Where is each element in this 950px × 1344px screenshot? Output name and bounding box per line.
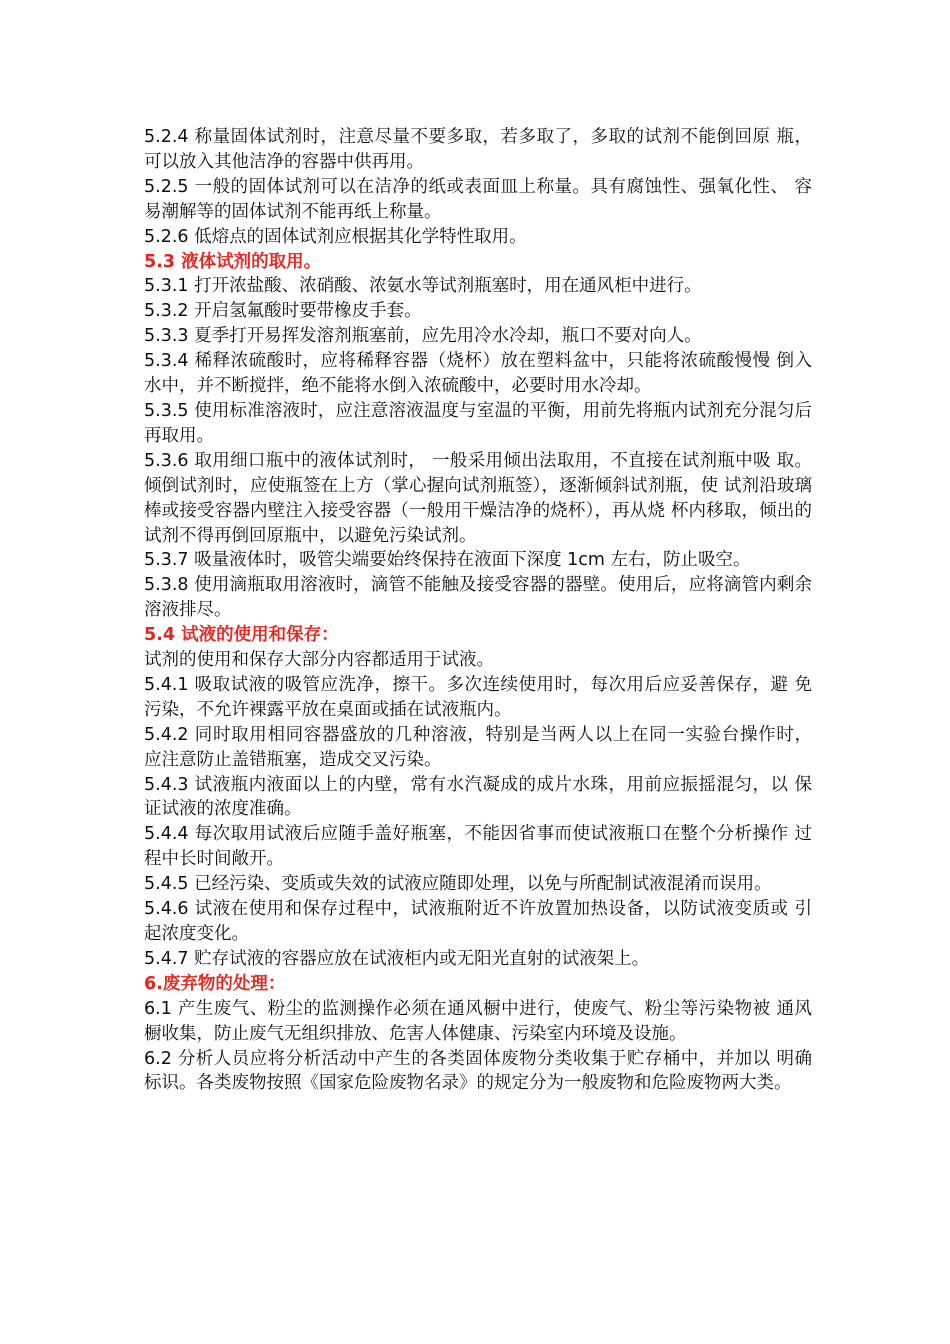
paragraph-5-4-5: 5.4.5 已经污染、变质或失效的试液应随即处理，以免与所配制试液混淆而误用。 [144, 874, 772, 895]
paragraph-5-3-8: 5.3.8 使用滴瓶取用溶液时，滴管不能触及接受容器的器壁。使用后，应将滴管内剩余溶液排尽。 [144, 575, 812, 621]
paragraph-5-4-4: 5.4.4 每次取用试液后应随手盖好瓶塞，不能因省事而使试液瓶口在整个分析操作 过程中长时间敞开。 [144, 824, 812, 870]
document-body [144, 125, 812, 1096]
paragraph-5-4-7: 5.4.7 贮存试液的容器应放在试液柜内或无阳光直射的试液架上。 [144, 948, 650, 969]
paragraph-5-4-1: 5.4.1 吸取试液的吸管应洗净，擦干。多次连续使用时，每次用后应妥善保存，避 免污染，不允许裸露平放在桌面或插在试液瓶内。 [144, 674, 812, 720]
paragraph-5-4-intro: 试剂的使用和保存大部分内容都适用于试液。 [144, 650, 494, 671]
paragraph-5-3-1: 5.3.1 打开浓盐酸、浓硝酸、浓氨水等试剂瓶塞时，用在通风柜中进行。 [144, 276, 702, 297]
paragraph-5-2-6: 5.2.6 低熔点的固体试剂应根据其化学特性取用。 [144, 226, 527, 247]
paragraph-5-3-4: 5.3.4 稀释浓硫酸时，应将稀释容器（烧杯）放在塑料盆中，只能将浓硫酸慢慢 倒入水中，并不断搅拌，绝不能将水倒入浓硫酸中，必要时用水冷却。 [144, 351, 812, 397]
paragraph-5-4-2: 5.4.2 同时取用相同容器盛放的几种溶液，特别是当两人以上在同一实验台操作时， 应注意防止盖错瓶塞，造成交叉污染。 [144, 724, 812, 770]
paragraph-6-1: 6.1 产生废气、粉尘的监测操作必须在通风橱中进行，使废气、粉尘等污染物被 通风橱收集，防止废气无组织排放、危害人体健康、污染室内环境及设施。 [144, 998, 812, 1044]
paragraph-5-4-3: 5.4.3 试液瓶内液面以上的内壁，常有水汽凝成的成片水珠，用前应振摇混匀，以 保证试液的浓度准确。 [144, 774, 812, 820]
section-heading-5-3: 5.3 液体试剂的取用。 [144, 251, 322, 272]
paragraph-5-3-6: 5.3.6 取用细口瓶中的液体试剂时， 一般采用倾出法取用，不直接在试剂瓶中吸 取。倾倒试剂时，应使瓶签在上方（掌心握向试剂瓶签），逐渐倾斜试剂瓶，使 试剂沿玻璃棒或接受容器内壁注入接受容器（一般用干燥洁净的烧杯），再从烧 杯内移取，倾出的试剂不得再倒回原瓶中，以避免污染试剂。 [144, 450, 812, 546]
paragraph-5-3-3: 5.3.3 夏季打开易挥发溶剂瓶塞前，应先用冷水冷却，瓶口不要对向人。 [144, 326, 702, 347]
section-heading-5-4: 5.4 试液的使用和保存： [144, 625, 339, 646]
paragraph-5-3-7: 5.3.7 吸量液体时，吸管尖端要始终保持在液面下深度 1cm 左右，防止吸空。 [144, 550, 751, 571]
paragraph-5-3-5: 5.3.5 使用标准溶液时，应注意溶液温度与室温的平衡，用前先将瓶内试剂充分混匀后再取用。 [144, 400, 812, 446]
paragraph-5-2-4: 5.2.4 称量固体试剂时，注意尽量不要多取，若多取了，多取的试剂不能倒回原 瓶，可以放入其他洁净的容器中供再用。 [144, 127, 812, 172]
paragraph-5-2-5: 5.2.5 一般的固体试剂可以在洁净的纸或表面皿上称量。具有腐蚀性、强氧化性、 容易潮解等的固体试剂不能再纸上称量。 [144, 176, 812, 222]
paragraph-5-4-6: 5.4.6 试液在使用和保存过程中，试液瓶附近不许放置加热设备，以防试液变质或 引起浓度变化。 [144, 899, 812, 944]
paragraph-6-2: 6.2 分析人员应将分析活动中产生的各类固体废物分类收集于贮存桶中，并加以 明确标识。各类废物按照《国家危险废物名录》的规定分为一般废物和危险废物两大类。 [144, 1048, 812, 1094]
section-heading-6: 6.废弃物的处理： [144, 973, 286, 994]
paragraph-5-3-2: 5.3.2 开启氢氟酸时要带橡皮手套。 [144, 301, 422, 322]
